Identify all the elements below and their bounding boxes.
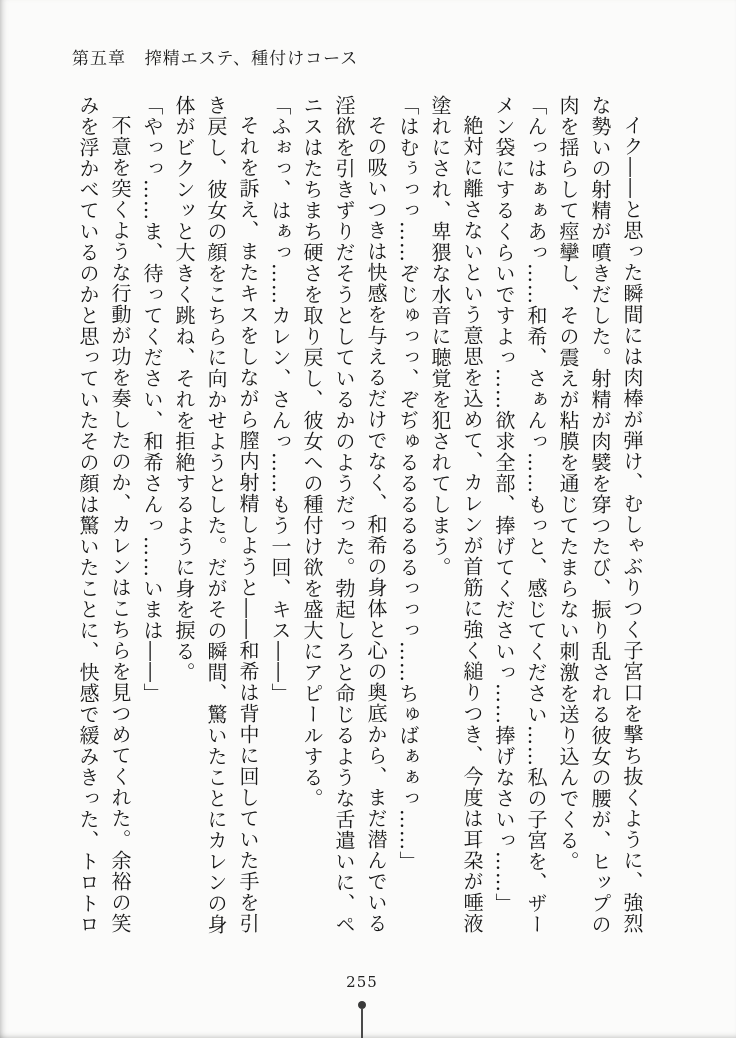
page-number: 255 (346, 973, 378, 991)
paragraph-narrative: 絶対に離さないという意思を込めて、カレンが首筋に強く縋りつき、今度は耳朶が唾液塗れにされ、卑猥な水音に聴覚を犯されてしまう。 (428, 95, 484, 934)
paragraph-dialogue: 「やっっ……ま、待ってください、和希さんっ……いまは――」 (140, 95, 164, 704)
paragraph-dialogue: 「んっはぁぁあっ……和希、さぁんっ……もっと、感じてください……私の子宮を、ザーメン袋にするくらいですよっ……欲求全部、捧げてくださいっ……捧げなさいっ……」 (492, 95, 548, 935)
chapter-header (72, 44, 358, 69)
page-footer (0, 972, 736, 991)
vertical-text-block (68, 95, 648, 935)
chapter-title: 搾精エステ、種付けコース (144, 49, 359, 69)
paragraph-narrative: イク――と思った瞬間には肉棒が弾け、むしゃぶりつく子宮口を撃ち抜くように、強烈な勢いの射精が噴きだした。射精が肉襞を穿つたび、振り乱される彼女の腰が、ヒップの肉を揺らして痙攣し、その震えが粘膜を通じてたまらない刺激を送り込んでくる。 (556, 95, 644, 935)
paragraph-narrative: 不意を突くような行動が功を奏したのか、カレンはこちらを見つめてくれた。余裕の笑みを浮かべているのかと思っていたその顔は驚いたことに、快感で緩みきった、トロトロ (76, 95, 132, 935)
paragraph-dialogue: 「はむぅっっ……ぞじゅっっ、ぞぢゅるるるるるるっっっ……ちゅばぁぁっ……」 (396, 95, 420, 872)
paragraph-narrative: それを訴え、またキスをしながら膣内射精しようと――和希は背中に回していた手を引き戻し、彼女の顔をこちらに向かせようとした。だがその瞬間、驚いたことにカレンの身体がビクンッと大きく跳ね、それを拒絶するように身を捩る。 (172, 95, 260, 935)
paragraph-dialogue: 「ふぉっ、はぁっ……カレン、さんっ……もう一回、キス――」 (268, 95, 292, 704)
paragraph-narrative: その吸いつきは快感を与えるだけでなく、和希の身体と心の奥底から、まだ潜んでいる淫欲を引きずりだそうとしているかのようだった。勃起しろと命じるような舌遣いに、ペニスはたちまち硬さを取り戻し、彼女への種付け欲を盛大にアピールする。 (300, 95, 388, 935)
footer-stem-ornament (361, 1008, 363, 1038)
chapter-number: 第五章 (72, 49, 126, 69)
